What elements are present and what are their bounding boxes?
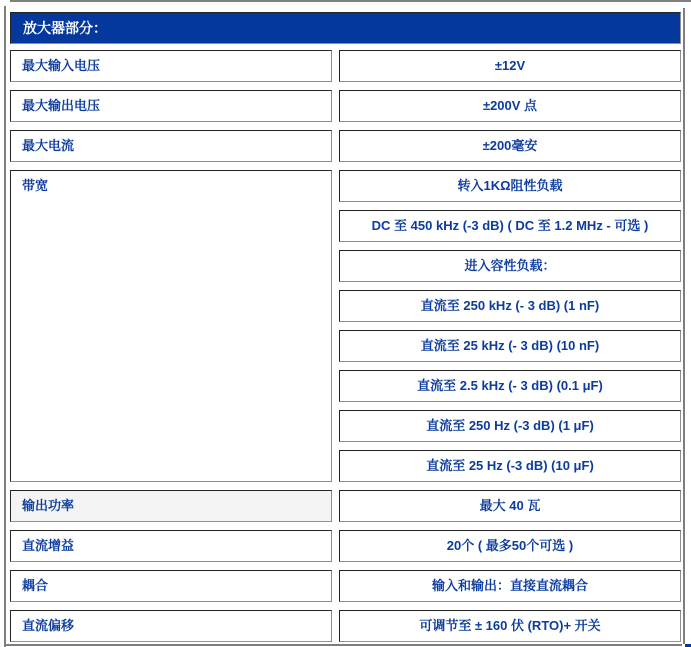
spec-value-column: [339, 610, 681, 642]
spec-value: 进入容性负载：: [464, 258, 556, 273]
spec-label: 最大电流: [22, 138, 75, 153]
spec-value-cell: [339, 490, 681, 522]
frame-bottom-border: [6, 644, 682, 646]
spec-row: [10, 130, 681, 162]
spec-label-cell: [10, 490, 332, 522]
frame-left-border: [4, 6, 6, 647]
spec-value: 直流至 250 kHz (- 3 dB) (1 nF): [420, 298, 600, 313]
spec-value-column: [339, 90, 681, 122]
spec-label-cell: [10, 570, 332, 602]
spec-value: 输入和输出：直接直流耦合: [431, 578, 588, 593]
spec-row: [10, 490, 681, 522]
spec-label-cell: [10, 50, 332, 82]
spec-value-cell: [339, 50, 681, 82]
spec-value: 直流至 25 kHz (- 3 dB) (10 nF): [420, 338, 600, 353]
spec-row: [10, 570, 681, 602]
spec-value: 直流至 2.5 kHz (- 3 dB) (0.1 μF): [417, 378, 603, 393]
spec-value: 可调节至 ± 160 伏 (RTO)+ 开关: [419, 618, 601, 633]
spec-row: [10, 170, 681, 482]
spec-value-column: [339, 530, 681, 562]
spec-label: 最大输入电压: [22, 58, 101, 73]
spec-value-column: [339, 50, 681, 82]
spec-value-cell: [339, 330, 681, 362]
spec-label: 最大输出电压: [22, 98, 101, 113]
spec-value-cell: [339, 410, 681, 442]
spec-value-cell: [339, 370, 681, 402]
spec-label: 直流偏移: [22, 618, 75, 633]
spec-label-cell: [10, 530, 332, 562]
spec-value-cell: [339, 210, 681, 242]
spec-label: 输出功率: [22, 498, 75, 513]
frame-top-border: [10, 0, 691, 2]
spec-value-cell: [339, 610, 681, 642]
spec-value: 直流至 25 Hz (-3 dB) (10 μF): [426, 458, 594, 473]
spec-value-cell: [339, 90, 681, 122]
frame-right-border: [683, 8, 685, 644]
spec-value-cell: [339, 170, 681, 202]
spec-row: [10, 530, 681, 562]
spec-value-cell: [339, 130, 681, 162]
spec-row: [10, 610, 681, 642]
spec-label: 耦合: [22, 578, 49, 593]
spec-content: [10, 12, 681, 642]
spec-value: 转入1KΩ阻性负载: [457, 178, 563, 193]
spec-label: 带宽: [22, 178, 49, 193]
spec-value: 直流至 250 Hz (-3 dB) (1 μF): [426, 418, 594, 433]
spec-value: 20个 ( 最多50个可选 ): [446, 538, 574, 553]
spec-value: 最大 40 瓦: [479, 498, 541, 513]
spec-label: 直流增益: [22, 538, 75, 553]
spec-value: ±200毫安: [482, 138, 538, 153]
spec-label-cell: [10, 170, 332, 482]
spec-row: [10, 90, 681, 122]
spec-value-column: [339, 130, 681, 162]
section-header: [10, 12, 681, 44]
section-title: 放大器部分：: [23, 20, 107, 36]
spec-value-column: [339, 170, 681, 482]
spec-value-cell: [339, 450, 681, 482]
spec-value-cell: [339, 290, 681, 322]
spec-label-cell: [10, 130, 332, 162]
spec-value-column: [339, 570, 681, 602]
spec-value-cell: [339, 530, 681, 562]
spec-value: ±12V: [494, 58, 526, 73]
spec-value: ±200V 点: [482, 98, 538, 113]
spec-value: DC 至 450 kHz (-3 dB) ( DC 至 1.2 MHz - 可选 ): [371, 218, 649, 233]
spec-table: [10, 50, 681, 642]
spec-value-cell: [339, 570, 681, 602]
spec-label-cell: [10, 610, 332, 642]
spec-label-cell: [10, 90, 332, 122]
spec-value-column: [339, 490, 681, 522]
spec-value-cell: [339, 250, 681, 282]
spec-row: [10, 50, 681, 82]
